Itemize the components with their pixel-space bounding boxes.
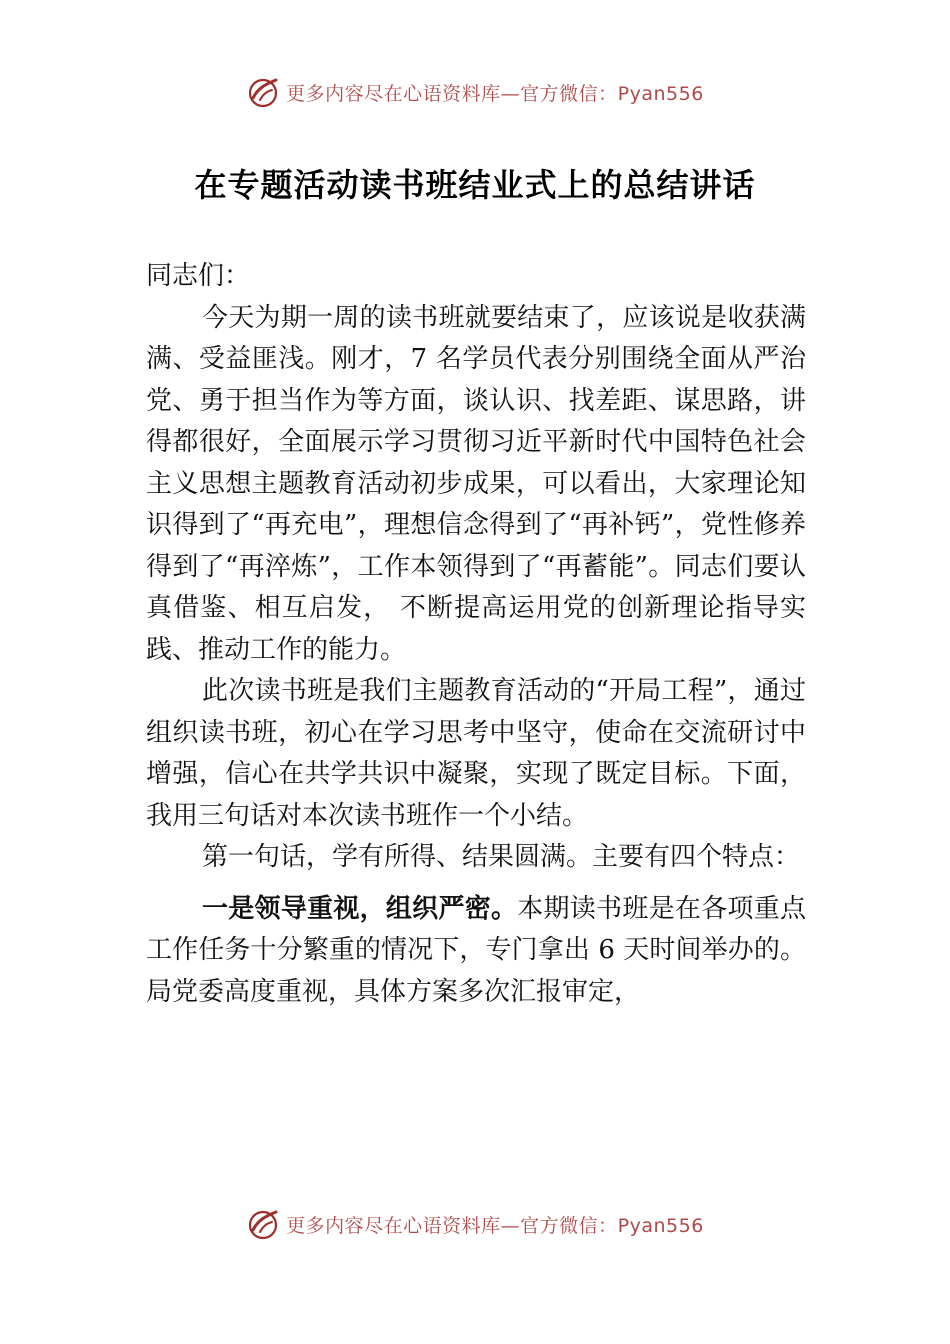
brush-logo-icon bbox=[246, 1206, 282, 1242]
paragraph-3: 第一句话，学有所得、结果圆满。主要有四个特点： bbox=[202, 842, 801, 872]
footer-banner-text: 更多内容尽在心语资料库—官方微信：Pyan556 bbox=[286, 1214, 704, 1237]
brush-logo-icon bbox=[246, 74, 282, 110]
footer-banner bbox=[0, 1204, 950, 1244]
salutation: 同志们： bbox=[146, 261, 251, 291]
header-banner-text: 更多内容尽在心语资料库—官方微信：Pyan556 bbox=[286, 82, 704, 105]
document-title: 在专题活动读书班结业式上的总结讲话 bbox=[194, 166, 756, 204]
document-body bbox=[146, 256, 806, 1013]
footer-banner-account: Pyan556 bbox=[617, 1214, 704, 1237]
paragraph-4-lead: 一是领导重视，组织严密。 bbox=[202, 893, 518, 924]
paragraph-1: 今天为期一周的读书班就要结束了，应该说是收获满满、受益匪浅。刚才，7 名学员代表分别围绕全面从严治党、勇于担当作为等方面，谈认识、找差距、谋思路，讲得都很好，全面展示学习贯彻习近平新时代中国特色社会主义思想主题教育活动初步成果，可以看出，大家理论知识得到了“再充电”，理想信念得到了“再补钙”，党性修养得到了“再淬炼”，工作本领得到了“再蓄能”。同志们要认真借鉴、相互启发， 不断提高运用党的创新理论指导实践、推动工作的能力。 bbox=[146, 302, 806, 665]
paragraph-4-rest: 本期读书班是在各项重点工作任务十分繁重的情况下，专门拿出 6 天时间举办的。局党委高度重视，具体方案多次汇报审定， bbox=[146, 893, 806, 1007]
paragraph-4 bbox=[146, 889, 806, 1014]
paragraph-2: 此次读书班是我们主题教育活动的“开局工程”，通过组织读书班，初心在学习思考中坚守，使命在交流研讨中增强，信心在共学共识中凝聚，实现了既定目标。下面，我用三句话对本次读书班作一个小结。 bbox=[146, 676, 806, 831]
header-banner-account: Pyan556 bbox=[617, 82, 704, 105]
header-banner bbox=[0, 72, 950, 112]
